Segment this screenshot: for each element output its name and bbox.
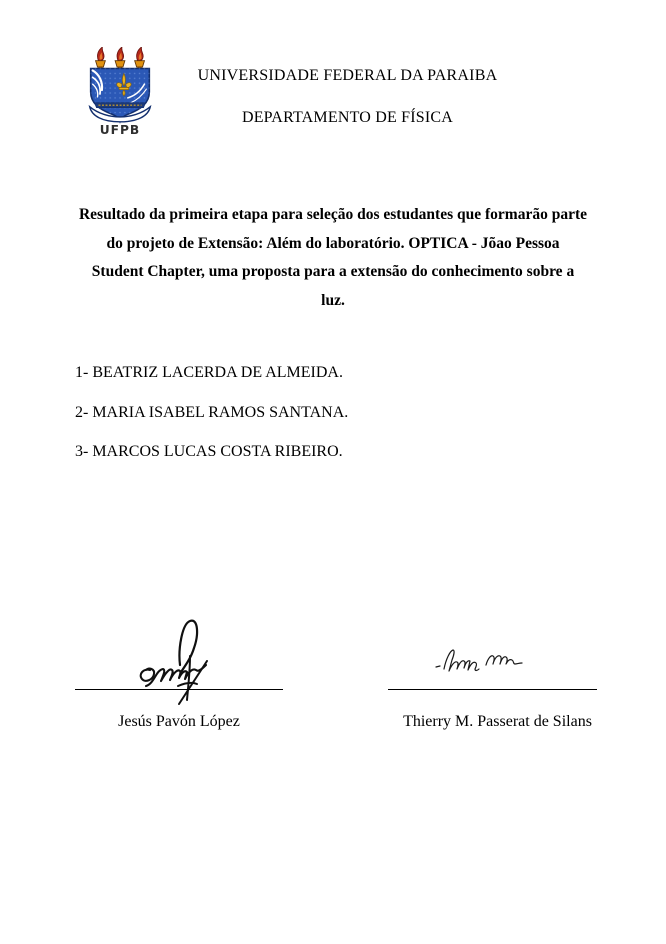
student-item-1: 1- BEATRIZ LACERDA DE ALMEIDA. xyxy=(75,364,343,381)
torch-icon xyxy=(135,47,145,70)
student-item-2: 2- MARIA ISABEL RAMOS SANTANA. xyxy=(75,403,349,421)
student-item-3: 3- MARCOS LUCAS COSTA RIBEIRO. xyxy=(75,443,343,460)
signature-jesus-pavon-lopez xyxy=(133,614,233,709)
announcement-line-4: luz. xyxy=(321,291,345,309)
ufpb-logo xyxy=(88,47,152,137)
announcement-line-1: Resultado da primeira etapa para seleção dos estudantes que formarão parte xyxy=(78,206,587,223)
university-name: UNIVERSIDADE FEDERAL DA PARAIBA xyxy=(197,67,498,84)
torch-icon xyxy=(115,47,125,70)
announcement-title xyxy=(63,201,603,315)
signature-line-right xyxy=(388,689,597,690)
torch-icon xyxy=(96,47,106,70)
signer-name-left: Jesús Pavón López xyxy=(118,713,240,730)
signer-name-right: Thierry M. Passerat de Silans xyxy=(403,713,592,730)
signature-thierry-passerat xyxy=(434,643,526,678)
announcement-line-2: do projeto de Extensão: Além do laboratório. OPTICA - Jõao Pessoa xyxy=(106,234,560,252)
signature-line-left xyxy=(75,689,283,690)
department-name: DEPARTAMENTO DE FÍSICA xyxy=(241,109,454,126)
logo-caption: UFPB xyxy=(99,123,141,137)
ufpb-crest-icon xyxy=(88,47,152,137)
student-list xyxy=(75,363,535,482)
announcement-line-3: Student Chapter, uma proposta para a extensão do conhecimento sobre a xyxy=(91,263,575,280)
